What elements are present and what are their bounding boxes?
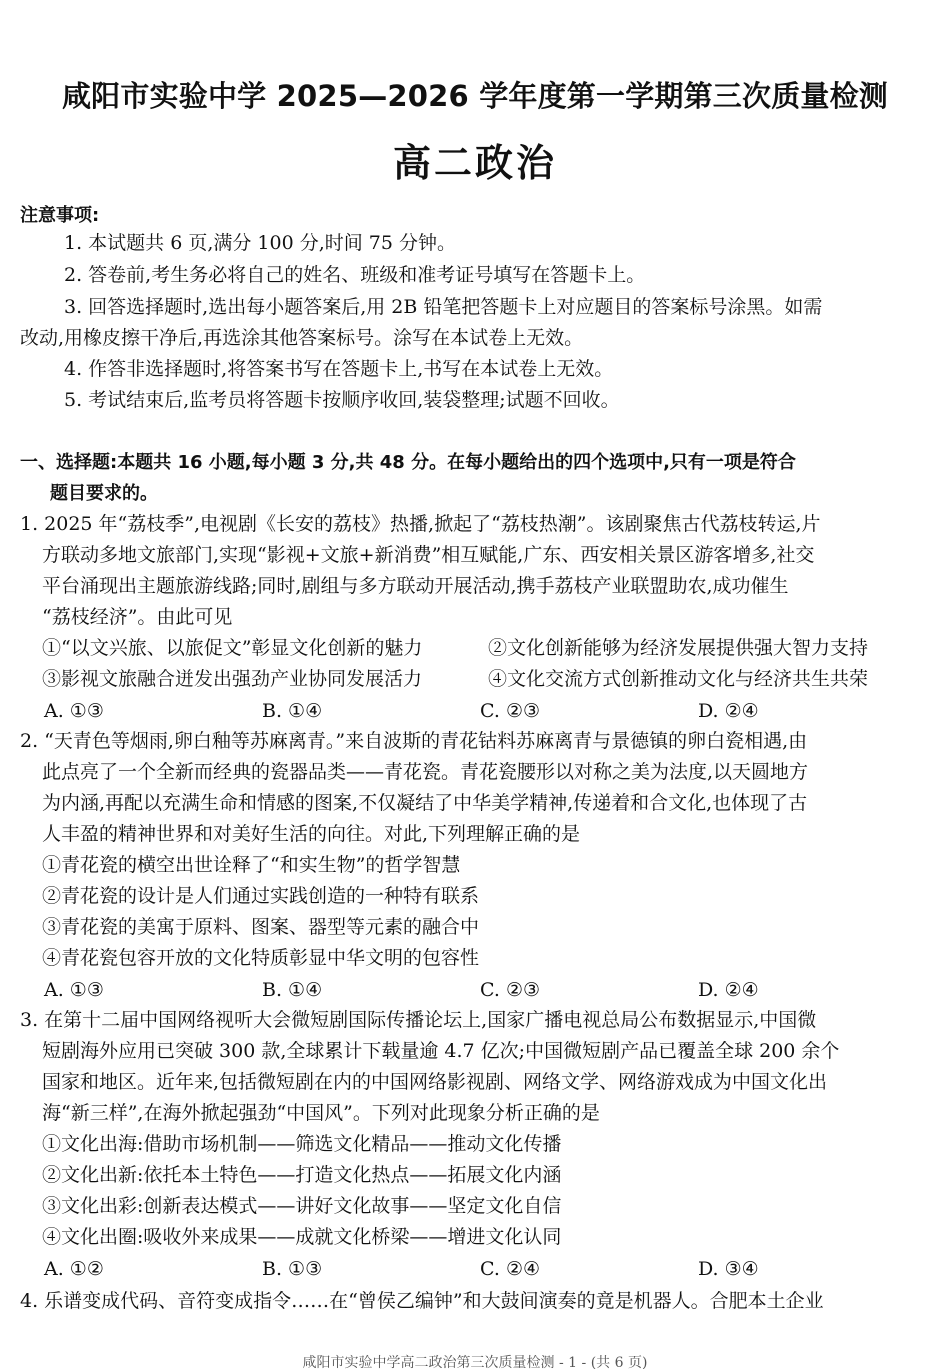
notice-item: 2. 答卷前,考生务必将自己的姓名、班级和准考证号填写在答题卡上。 — [64, 264, 646, 286]
question-text: 2. “天青色等烟雨,卵白釉等苏麻离青。”来自波斯的青花钴料苏麻离青与景德镇的卵白瓷相遇,由 — [20, 730, 808, 752]
subject-title: 高二政治 — [392, 141, 557, 185]
question-text: 人丰盈的精神世界和对美好生活的向往。对此,下列理解正确的是 — [42, 823, 581, 845]
notice-item: 3. 回答选择题时,选出每小题答案后,用 2B 铅笔把答题卡上对应题目的答案标号涂黑。如需 — [64, 296, 823, 318]
notice-item: 4. 作答非选择题时,将答案书写在答题卡上,书写在本试卷上无效。 — [64, 358, 614, 380]
section-heading-cont: 题目要求的。 — [50, 483, 158, 504]
answer-option-b: B. ①④ — [262, 700, 323, 722]
notice-item: 1. 本试题共 6 页,满分 100 分,时间 75 分钟。 — [64, 232, 457, 254]
notice-item: 改动,用橡皮擦干净后,再选涂其他答案标号。涂写在本试卷上无效。 — [20, 327, 584, 349]
section-heading: 一、选择题:本题共 16 小题,每小题 3 分,共 48 分。在每小题给出的四个选项中,只有一项是符合 — [20, 452, 796, 473]
question-text: 4. 乐谱变成代码、音符变成指令……在“曾侯乙编钟”和大鼓间演奏的竟是机器人。合肥本土企业 — [20, 1290, 824, 1312]
statement: ④青花瓷包容开放的文化特质彰显中华文明的包容性 — [42, 947, 480, 969]
question-text: 为内涵,再配以充满生命和情感的图案,不仅凝结了中华美学精神,传递着和合文化,也体现了古 — [42, 792, 808, 814]
notice-item: 5. 考试结束后,监考员将答题卡按顺序收回,装袋整理;试题不回收。 — [64, 389, 620, 411]
statement: ②青花瓷的设计是人们通过实践创造的一种特有联系 — [42, 885, 480, 907]
answer-option-b: B. ①③ — [262, 1258, 323, 1280]
question-text: 国家和地区。近年来,包括微短剧在内的中国网络影视剧、网络文学、网络游戏成为中国文化出 — [42, 1071, 828, 1093]
answer-option-c: C. ②④ — [480, 1258, 541, 1280]
answer-option-c: C. ②③ — [480, 979, 541, 1001]
statement: ①“以文兴旅、以旅促文”彰显文化创新的魅力 — [42, 637, 423, 659]
answer-option-a: A. ①③ — [44, 979, 104, 1001]
question-text: 短剧海外应用已突破 300 款,全球累计下载量逾 4.7 亿次;中国微短剧产品已覆盖全球 200 余个 — [42, 1040, 840, 1062]
statement: ③影视文旅融合迸发出强劲产业协同发展活力 — [42, 668, 423, 690]
question-text: 此点亮了一个全新而经典的瓷器品类——青花瓷。青花瓷腰形以对称之美为法度,以天圆地方 — [42, 761, 809, 783]
notice-heading: 注意事项: — [20, 205, 100, 226]
question-text: 平台涌现出主题旅游线路;同时,剧组与多方联动开展活动,携手荔枝产业联盟助农,成功催生 — [42, 575, 789, 597]
question-text: 1. 2025 年“荔枝季”,电视剧《长安的荔枝》热播,掀起了“荔枝热潮”。该剧聚焦古代荔枝转运,片 — [20, 513, 821, 535]
statement: ①青花瓷的横空出世诠释了“和实生物”的哲学智慧 — [42, 854, 461, 876]
answer-option-a: A. ①② — [44, 1258, 104, 1280]
statement: ④文化出圈:吸收外来成果——成就文化桥梁——增进文化认同 — [42, 1226, 562, 1248]
answer-option-d: D. ③④ — [698, 1258, 759, 1280]
statement: ②文化出新:依托本土特色——打造文化热点——拓展文化内涵 — [42, 1164, 562, 1186]
page-footer: 咸阳市实验中学高二政治第三次质量检测 - 1 - (共 6 页) — [302, 1355, 648, 1369]
question-text: “荔枝经济”。由此可见 — [42, 606, 233, 628]
statement: ①文化出海:借助市场机制——筛选文化精品——推动文化传播 — [42, 1133, 562, 1155]
answer-option-a: A. ①③ — [44, 700, 104, 722]
answer-option-c: C. ②③ — [480, 700, 541, 722]
question-text: 3. 在第十二届中国网络视听大会微短剧国际传播论坛上,国家广播电视总局公布数据显示,中国微 — [20, 1009, 817, 1031]
statement: ③青花瓷的美寓于原料、图案、器型等元素的融合中 — [42, 916, 480, 938]
question-text: 海“新三样”,在海外掀起强劲“中国风”。下列对此现象分析正确的是 — [42, 1102, 600, 1124]
statement: ②文化创新能够为经济发展提供强大智力支持 — [488, 637, 869, 659]
answer-option-d: D. ②④ — [698, 700, 759, 722]
answer-option-b: B. ①④ — [262, 979, 323, 1001]
statement: ③文化出彩:创新表达模式——讲好文化故事——坚定文化自信 — [42, 1195, 562, 1217]
answer-option-d: D. ②④ — [698, 979, 759, 1001]
question-text: 方联动多地文旅部门,实现“影视+文旅+新消费”相互赋能,广东、西安相关景区游客增多,社交 — [42, 544, 815, 566]
exam-title: 咸阳市实验中学 2025—2026 学年度第一学期第三次质量检测 — [61, 79, 889, 113]
statement: ④文化交流方式创新推动文化与经济共生共荣 — [488, 668, 869, 690]
